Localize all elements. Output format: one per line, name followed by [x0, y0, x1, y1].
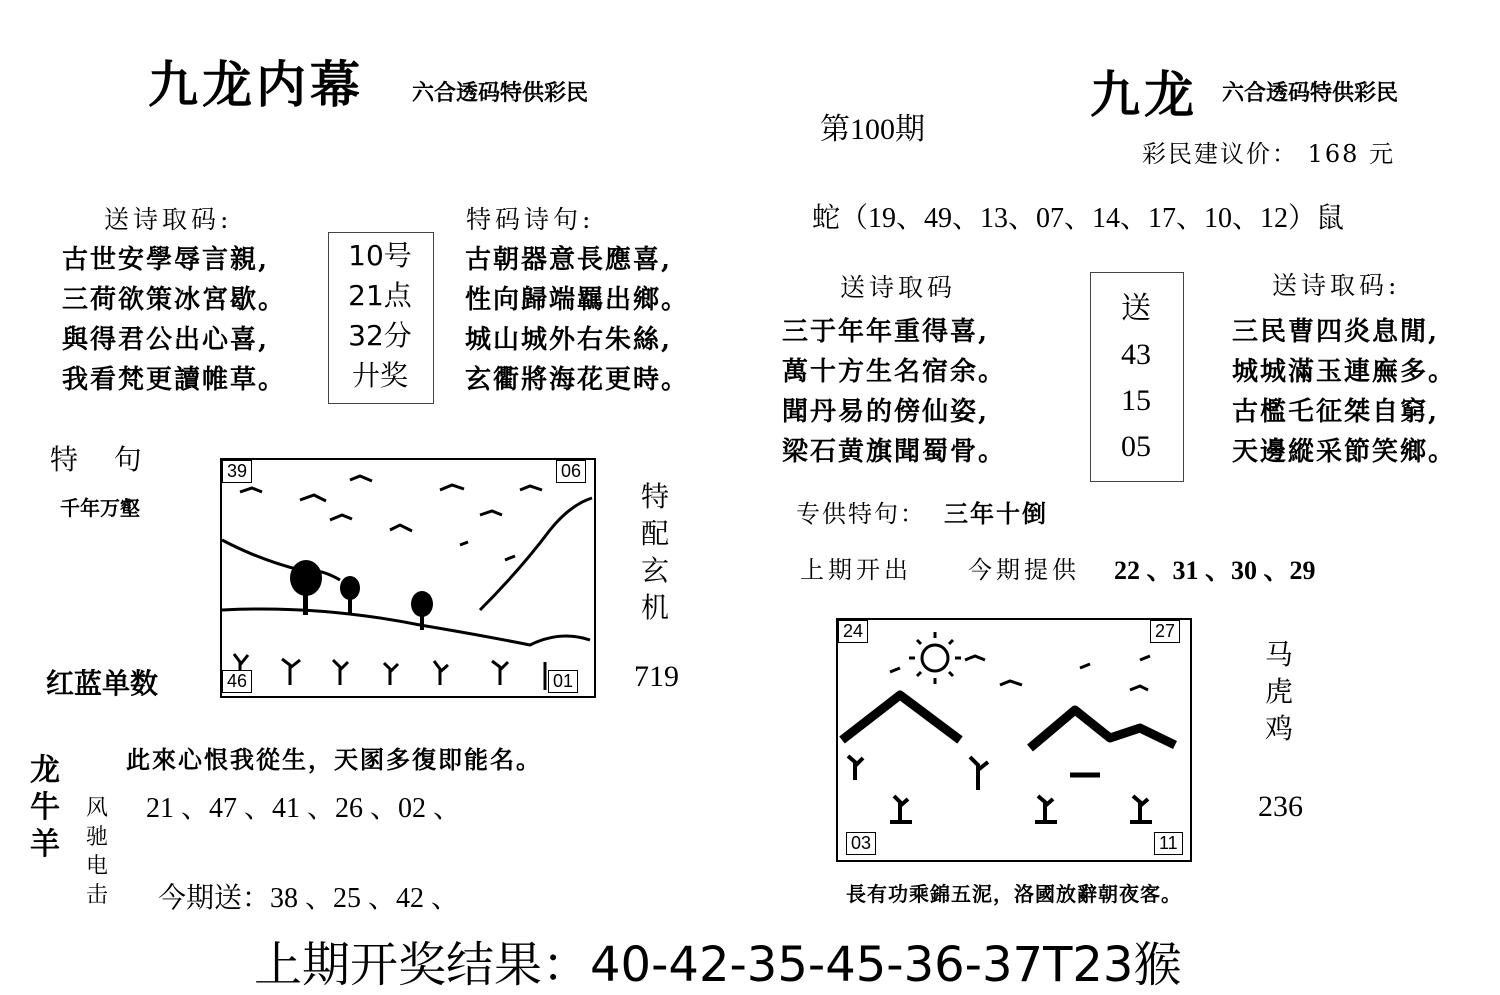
provide-label: 今期提供 [968, 556, 1080, 584]
right-poem-left-line: 萬十方生名宿余。 [782, 357, 1007, 387]
right-subtitle: 六合透码特供彩民 [1222, 80, 1399, 106]
right-poem-left-line: 聞丹易的傍仙姿, [782, 397, 990, 427]
box-line: 43 [1121, 338, 1151, 371]
last-issue-label: 上期开出 [800, 556, 912, 584]
last-result: 上期开奖结果：40-42-35-45-36-37T23猴 [254, 937, 1182, 993]
box-line: 32分 [348, 319, 412, 352]
right-poem-left-line: 梁石黄旗聞蜀骨。 [782, 437, 1007, 467]
left-subtitle: 六合透码特供彩民 [412, 80, 589, 106]
left-corner-tl: 39 [222, 460, 252, 483]
animals-vertical: 龙牛羊 [30, 753, 60, 862]
box-line: 送 [1121, 292, 1151, 325]
right-corner-bl: 03 [846, 832, 876, 855]
left-poem-line: 與得君公出心喜, [62, 325, 270, 355]
special-label: 专供特句： [796, 500, 926, 528]
numbers-row: 21 、47 、41 、26 、02 、 [146, 793, 462, 824]
right-corner-tr: 27 [1150, 620, 1180, 643]
left-side-vertical: 特配玄机 [640, 480, 669, 624]
box-line: 10号 [348, 239, 412, 272]
te-ju-label: 特 句 [50, 443, 142, 476]
special-poem-line: 玄衢將海花更時。 [465, 365, 690, 395]
right-poem-right-line: 城城滿玉連廡多。 [1232, 357, 1457, 387]
right-poem-right-line: 三民曹四炎息閒, [1232, 317, 1440, 347]
left-poem-line: 我看梵更讀帷草。 [62, 365, 287, 395]
box-line: 15 [1121, 384, 1151, 417]
right-side-number: 236 [1258, 790, 1303, 823]
price: 彩民建议价： 168 元 [1142, 140, 1396, 168]
left-corner-bl: 46 [222, 670, 252, 693]
right-poem-right-line: 古檻乇征桀自窮, [1232, 397, 1440, 427]
wind-vertical: 风驰电击 [85, 796, 108, 908]
left-corner-tr: 06 [556, 460, 586, 483]
red-blue-label: 红蓝单数 [46, 667, 159, 700]
left-poem-line: 三荷欲策冰宮歇。 [62, 285, 287, 315]
right-side-vertical: 马虎鸡 [1264, 638, 1293, 745]
issue-number: 第100期 [820, 113, 925, 146]
right-poem-heading-left: 送诗取码 [840, 273, 957, 302]
special-poem-line: 古朝器意長應喜, [465, 245, 673, 275]
special-value: 三年十倒 [944, 499, 1048, 528]
left-side-number: 719 [634, 660, 679, 693]
right-caption: 長有功乘錦五泥，洛國放辭朝夜客。 [846, 882, 1182, 906]
box-line: 廾奖 [351, 359, 408, 392]
right-poem-left-line: 三于年年重得喜, [782, 317, 990, 347]
box-line: 05 [1121, 430, 1151, 463]
right-title: 九龙 [1090, 65, 1198, 124]
left-poem-line: 古世安學辱言親, [62, 245, 270, 275]
left-corner-br: 01 [548, 670, 578, 693]
left-poem-heading: 送诗取码: [104, 205, 233, 234]
left-special-heading: 特码诗句: [466, 205, 595, 234]
right-poem-heading-right: 送诗取码: [1272, 271, 1401, 300]
right-poem-right-line: 天邊縱采節笑鄉。 [1232, 437, 1457, 467]
te-ju-value: 千年万壑 [60, 496, 140, 520]
special-poem-line: 性向歸端羈出鄉。 [465, 285, 690, 315]
today-send: 今期送：38 、25 、42 、 [158, 883, 460, 914]
provide-numbers: 22 、31 、30 、29 [1114, 556, 1316, 585]
snake-line: 蛇（19、49、13、07、14、17、10、12）鼠 [812, 203, 1345, 234]
special-poem-line: 城山城外右朱絲, [465, 325, 673, 355]
left-title: 九龙内幕 [148, 55, 364, 114]
box-line: 21点 [348, 279, 412, 312]
left-bottom-poem: 此來心恨我從生，天圂多復即能名。 [126, 745, 542, 774]
right-corner-tl: 24 [838, 620, 868, 643]
right-corner-br: 11 [1154, 832, 1183, 855]
